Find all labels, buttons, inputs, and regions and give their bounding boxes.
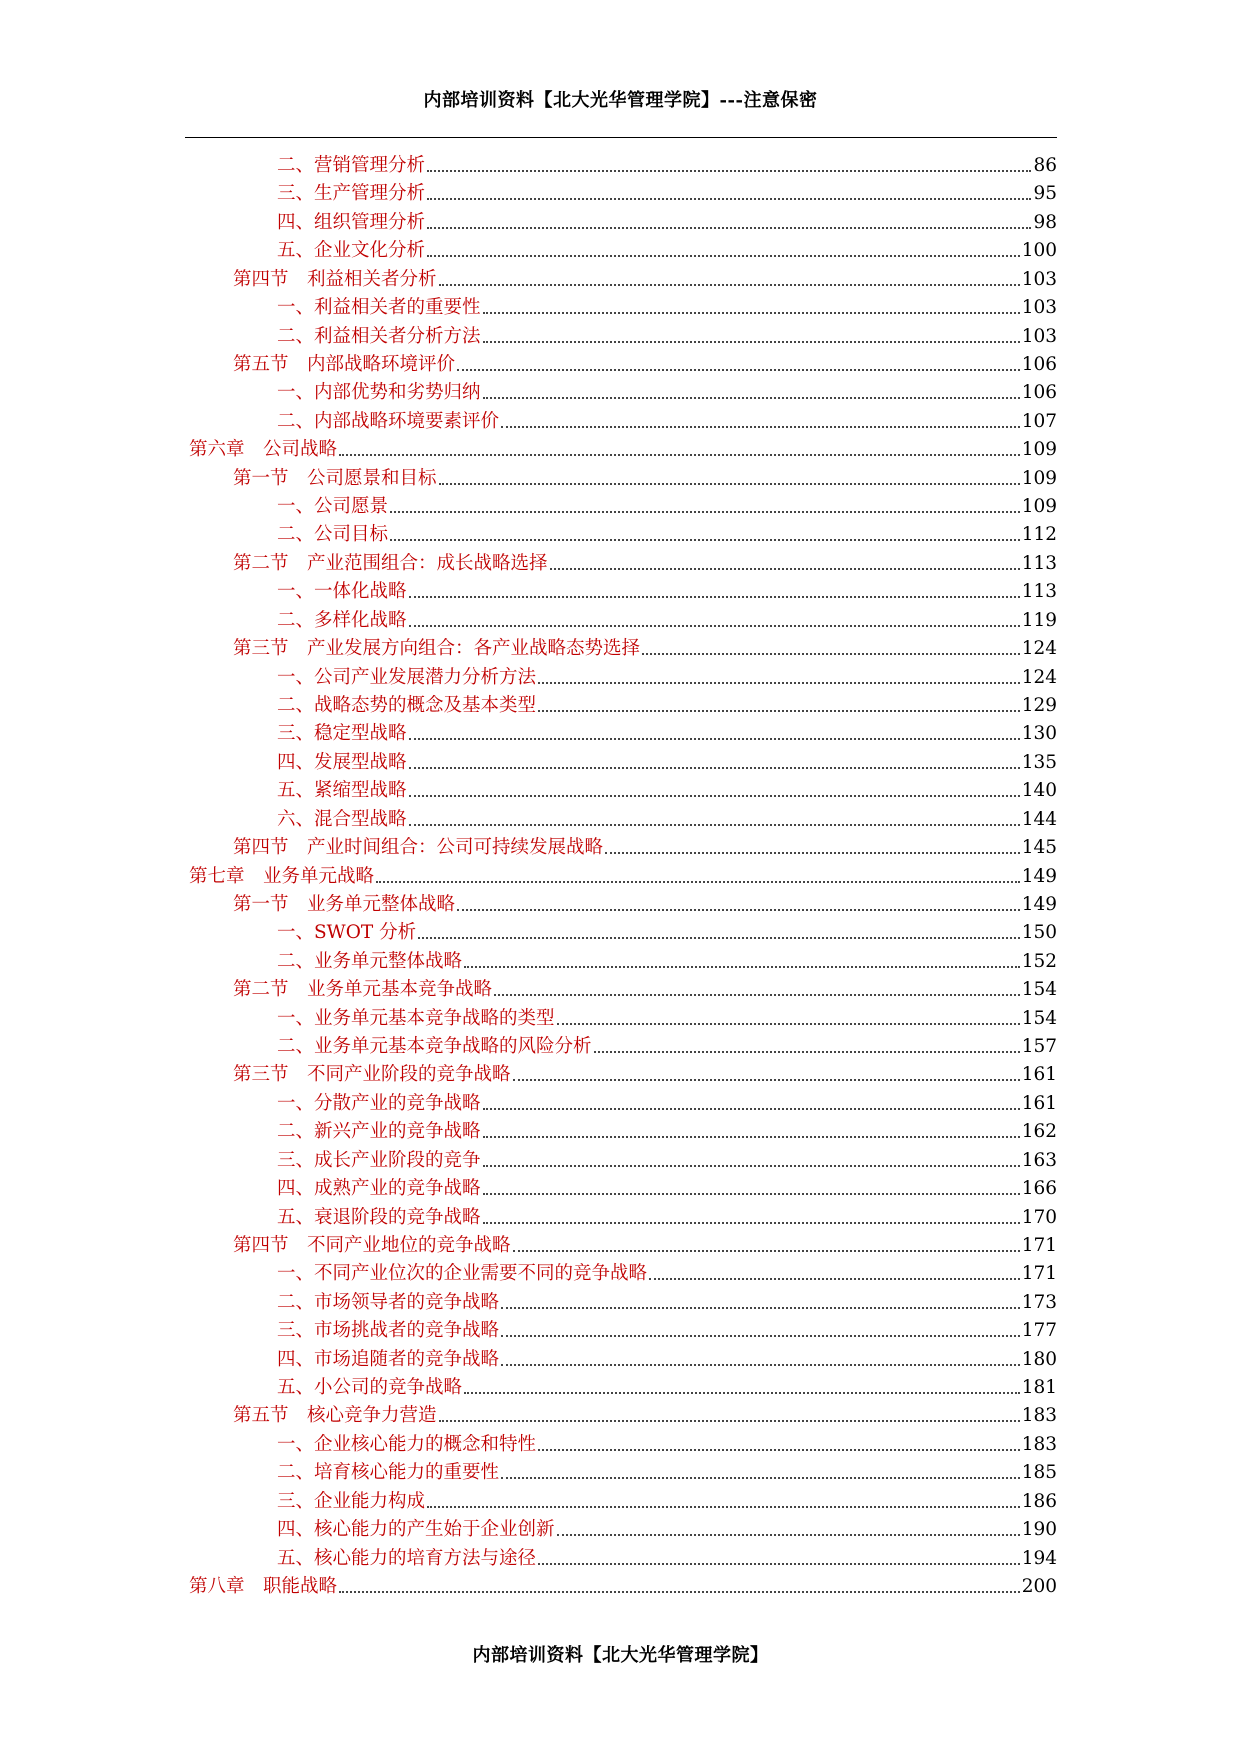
toc-entry-line <box>277 519 1057 547</box>
toc-leader-dots <box>418 937 1020 939</box>
toc-entry-page: 113 <box>1021 552 1057 574</box>
toc-entry-line <box>277 321 1057 349</box>
toc-entry-label: 五、紧缩型战略 <box>277 780 407 802</box>
toc-entry-page: 181 <box>1021 1377 1057 1399</box>
toc-leader-dots <box>409 795 1020 797</box>
toc-leader-dots <box>409 738 1020 740</box>
toc-entry[interactable] <box>0 1514 1241 1542</box>
toc-entry-label: 第三节 产业发展方向组合：各产业战略态势选择 <box>233 638 641 660</box>
toc-entry-line <box>277 1145 1057 1173</box>
toc-entry-line <box>277 1088 1057 1116</box>
toc-leader-dots <box>538 1563 1020 1565</box>
toc-entry-page: 95 <box>1033 183 1057 205</box>
toc-entry-label: 三、成长产业阶段的竞争 <box>277 1149 481 1171</box>
toc-entry-line <box>277 150 1057 178</box>
toc-entry[interactable] <box>0 1173 1241 1201</box>
toc-entry-label: 二、多样化战略 <box>277 609 407 631</box>
toc-entry-line <box>233 1059 1057 1087</box>
toc-entry-label: 第八章 职能战略 <box>189 1576 338 1597</box>
toc-entry-label: 三、稳定型战略 <box>277 723 407 745</box>
toc-entry-line <box>233 974 1057 1002</box>
toc-entry-page: 86 <box>1033 155 1057 176</box>
toc-leader-dots <box>439 284 1020 286</box>
toc-leader-dots <box>457 909 1020 911</box>
toc-entry-page: 135 <box>1021 751 1057 773</box>
toc-leader-dots <box>483 341 1020 343</box>
toc-entry-line <box>277 377 1057 405</box>
toc-leader-dots <box>649 1278 1020 1280</box>
toc-entry[interactable] <box>0 633 1241 661</box>
toc-entry-label: 第四节 不同产业地位的竞争战略 <box>233 1234 511 1256</box>
toc-leader-dots <box>483 1193 1020 1195</box>
toc-entry[interactable] <box>0 1543 1241 1571</box>
toc-entry-line <box>233 1400 1057 1428</box>
toc-entry-label: 第四节 产业时间组合：公司可持续发展战略 <box>233 837 604 859</box>
toc-entry-line <box>277 1116 1057 1144</box>
toc-entry-page: 103 <box>1021 325 1057 347</box>
toc-entry-line <box>277 235 1057 263</box>
toc-entry-page: 106 <box>1021 353 1057 375</box>
toc-entry-label: 一、企业核心能力的概念和特性 <box>277 1433 537 1455</box>
toc-leader-dots <box>557 1534 1020 1536</box>
toc-leader-dots <box>513 1079 1020 1081</box>
toc-entry-label: 四、核心能力的产生始于企业创新 <box>277 1519 555 1541</box>
toc-leader-dots <box>409 767 1020 769</box>
toc-leader-dots <box>501 426 1020 428</box>
toc-entry-page: 119 <box>1021 609 1057 631</box>
toc-leader-dots <box>390 539 1020 541</box>
toc-entry-line <box>277 1486 1057 1514</box>
toc-entry-page: 100 <box>1021 240 1057 262</box>
toc-entry-line <box>233 264 1057 292</box>
toc-entry-label: 四、发展型战略 <box>277 751 407 773</box>
toc-leader-dots <box>594 1051 1020 1053</box>
toc-entry-line <box>277 1173 1057 1201</box>
toc-entry-page: 103 <box>1021 268 1057 290</box>
toc-leader-dots <box>538 682 1020 684</box>
toc-entry-page: 154 <box>1021 1007 1057 1029</box>
toc-entry-label: 第二节 产业范围组合：成长战略选择 <box>233 552 548 574</box>
toc-entry-page: 129 <box>1021 694 1057 716</box>
toc-entry-line <box>277 662 1057 690</box>
toc-entry-page: 183 <box>1021 1405 1057 1427</box>
toc-entry-line <box>277 804 1057 832</box>
toc-entry[interactable] <box>0 889 1241 917</box>
toc-entry-line <box>277 1514 1057 1542</box>
toc-entry[interactable] <box>0 1287 1241 1315</box>
toc-entry[interactable] <box>0 1429 1241 1457</box>
toc-entry-line <box>277 1543 1057 1571</box>
toc-entry-line <box>233 463 1057 491</box>
toc-leader-dots <box>642 653 1020 655</box>
toc-leader-dots <box>464 966 1020 968</box>
toc-leader-dots <box>409 625 1020 627</box>
toc-entry[interactable] <box>0 1457 1241 1485</box>
toc-entry-page: 200 <box>1021 1576 1057 1597</box>
toc-entry-line <box>277 1202 1057 1230</box>
toc-entry-page: 149 <box>1021 893 1057 915</box>
toc-entry-page: 149 <box>1021 865 1057 887</box>
toc-entry[interactable] <box>0 434 1241 462</box>
toc-entry-label: 一、一体化战略 <box>277 581 407 603</box>
toc-entry-label: 一、不同产业位次的企业需要不同的竞争战略 <box>277 1263 648 1285</box>
toc-entry[interactable] <box>0 548 1241 576</box>
toc-entry-page: 140 <box>1021 780 1057 802</box>
toc-entry[interactable] <box>0 1059 1241 1087</box>
toc-entry[interactable] <box>0 406 1241 434</box>
toc-entry[interactable] <box>0 1116 1241 1144</box>
toc-entry[interactable] <box>0 775 1241 803</box>
toc-entry[interactable] <box>0 235 1241 263</box>
toc-entry-line <box>277 491 1057 519</box>
toc-entry[interactable] <box>0 264 1241 292</box>
toc-entry[interactable] <box>0 1145 1241 1173</box>
toc-entry-page: 163 <box>1021 1149 1057 1171</box>
toc-leader-dots <box>605 852 1020 854</box>
toc-entry-page: 157 <box>1021 1036 1057 1058</box>
toc-entry-line <box>277 292 1057 320</box>
toc-entry[interactable] <box>0 1031 1241 1059</box>
toc-entry-label: 四、成熟产业的竞争战略 <box>277 1178 481 1200</box>
toc-entry[interactable] <box>0 463 1241 491</box>
toc-entry-line <box>277 576 1057 604</box>
toc-entry[interactable] <box>0 605 1241 633</box>
toc-entry-label: 二、公司目标 <box>277 524 389 546</box>
toc-entry[interactable] <box>0 321 1241 349</box>
toc-entry-label: 三、生产管理分析 <box>277 183 426 205</box>
toc-entry-line <box>233 832 1057 860</box>
toc-leader-dots <box>501 1477 1020 1479</box>
toc-entry[interactable] <box>0 747 1241 775</box>
toc-entry-label: 第五节 核心竞争力营造 <box>233 1405 437 1427</box>
toc-entry-page: 183 <box>1021 1433 1057 1455</box>
toc-entry-label: 第七章 业务单元战略 <box>189 865 375 887</box>
toc-entry-label: 二、业务单元整体战略 <box>277 950 463 972</box>
toc-entry-label: 一、公司产业发展潜力分析方法 <box>277 666 537 688</box>
toc-entry-line <box>277 946 1057 974</box>
toc-entry-line <box>277 1003 1057 1031</box>
toc-entry-line <box>277 747 1057 775</box>
toc-leader-dots <box>390 511 1020 513</box>
toc-leader-dots <box>483 1136 1020 1138</box>
toc-entry-page: 161 <box>1021 1064 1057 1086</box>
toc-leader-dots <box>339 1591 1020 1593</box>
toc-entry-page: 173 <box>1021 1291 1057 1313</box>
toc-entry-label: 五、核心能力的培育方法与途径 <box>277 1547 537 1569</box>
toc-leader-dots <box>427 198 1031 200</box>
toc-entry[interactable] <box>0 917 1241 945</box>
toc-entry-page: 124 <box>1021 666 1057 688</box>
toc-entry-page: 109 <box>1021 496 1057 518</box>
toc-leader-dots <box>483 1222 1020 1224</box>
toc-entry-page: 103 <box>1021 297 1057 319</box>
toc-entry-label: 二、战略态势的概念及基本类型 <box>277 694 537 716</box>
toc-leader-dots <box>557 1023 1020 1025</box>
toc-entry[interactable] <box>0 1486 1241 1514</box>
toc-entry-label: 六、混合型战略 <box>277 808 407 830</box>
toc-entry[interactable] <box>0 207 1241 235</box>
toc-entry[interactable] <box>0 1230 1241 1258</box>
toc-leader-dots <box>538 710 1020 712</box>
toc-entry-page: 154 <box>1021 979 1057 1001</box>
toc-entry-page: 177 <box>1021 1320 1057 1342</box>
toc-entry-label: 二、内部战略环境要素评价 <box>277 410 500 432</box>
toc-entry-label: 四、市场追随者的竞争战略 <box>277 1348 500 1370</box>
toc-entry[interactable] <box>0 519 1241 547</box>
toc-entry-line <box>277 207 1057 235</box>
toc-entry-line <box>233 889 1057 917</box>
toc-entry[interactable] <box>0 690 1241 718</box>
toc-entry[interactable] <box>0 804 1241 832</box>
toc-leader-dots <box>464 1392 1020 1394</box>
toc-entry-line <box>277 406 1057 434</box>
toc-leader-dots <box>427 255 1020 257</box>
toc-entry-line <box>277 917 1057 945</box>
toc-entry-label: 一、SWOT 分析 <box>277 922 417 944</box>
toc-leader-dots <box>483 312 1020 314</box>
toc-entry-label: 一、业务单元基本竞争战略的类型 <box>277 1007 555 1029</box>
toc-entry-line <box>277 1287 1057 1315</box>
toc-entry[interactable] <box>0 861 1241 889</box>
toc-entry-label: 五、企业文化分析 <box>277 240 426 262</box>
toc-entry-label: 第六章 公司战略 <box>189 439 338 461</box>
toc-leader-dots <box>376 881 1020 883</box>
toc-entry[interactable] <box>0 1372 1241 1400</box>
page-header: 内部培训资料【北大光华管理学院】---注意保密 <box>423 90 818 111</box>
toc-leader-dots <box>439 1420 1020 1422</box>
toc-entry-line <box>277 690 1057 718</box>
toc-entry[interactable] <box>0 292 1241 320</box>
toc-entry-page: 180 <box>1021 1348 1057 1370</box>
page-footer: 内部培训资料【北大光华管理学院】 <box>472 1645 769 1666</box>
toc-entry[interactable] <box>0 1571 1241 1599</box>
toc-entry-page: 170 <box>1021 1206 1057 1228</box>
toc-entry-page: 113 <box>1021 581 1057 603</box>
toc-entry[interactable] <box>0 377 1241 405</box>
toc-entry[interactable] <box>0 150 1241 178</box>
toc-leader-dots <box>409 824 1020 826</box>
toc-entry[interactable] <box>0 1003 1241 1031</box>
toc-entry-line <box>233 1230 1057 1258</box>
toc-entry-page: 130 <box>1021 723 1057 745</box>
toc-leader-dots <box>427 1506 1020 1508</box>
toc-entry-line <box>189 1571 1057 1599</box>
toc-leader-dots <box>457 369 1020 371</box>
toc-leader-dots <box>339 454 1020 456</box>
toc-entry-page: 106 <box>1021 382 1057 404</box>
toc-entry-page: 112 <box>1021 524 1057 546</box>
toc-entry-line <box>277 1457 1057 1485</box>
toc-leader-dots <box>550 568 1020 570</box>
toc-entry-line <box>233 349 1057 377</box>
toc-entry-label: 二、新兴产业的竞争战略 <box>277 1121 481 1143</box>
toc-entry-page: 166 <box>1021 1178 1057 1200</box>
toc-entry-line <box>277 775 1057 803</box>
toc-entry-page: 98 <box>1033 211 1057 233</box>
toc-entry-line <box>277 1315 1057 1343</box>
toc-entry[interactable] <box>0 1258 1241 1286</box>
toc-entry-page: 161 <box>1021 1092 1057 1114</box>
toc-entry-label: 一、公司愿景 <box>277 496 389 518</box>
toc-entry[interactable] <box>0 1315 1241 1343</box>
toc-entry-label: 二、业务单元基本竞争战略的风险分析 <box>277 1036 592 1058</box>
toc-entry-line <box>277 1372 1057 1400</box>
toc-entry-page: 109 <box>1021 439 1057 461</box>
toc-entry[interactable] <box>0 718 1241 746</box>
toc-entry-line <box>233 548 1057 576</box>
toc-entry-label: 第二节 业务单元基本竞争战略 <box>233 979 493 1001</box>
toc-entry-line <box>277 1429 1057 1457</box>
toc-entry[interactable] <box>0 178 1241 206</box>
toc-entry-label: 一、利益相关者的重要性 <box>277 297 481 319</box>
toc-entry[interactable] <box>0 576 1241 604</box>
toc-entry-line <box>277 1344 1057 1372</box>
toc-leader-dots <box>483 1165 1020 1167</box>
header-rule <box>185 137 1057 138</box>
toc-entry-page: 162 <box>1021 1121 1057 1143</box>
toc-entry-label: 第三节 不同产业阶段的竞争战略 <box>233 1064 511 1086</box>
toc-entry-page: 186 <box>1021 1490 1057 1512</box>
toc-entry-label: 一、分散产业的竞争战略 <box>277 1092 481 1114</box>
toc-entry-page: 107 <box>1021 410 1057 432</box>
toc-entry-label: 二、市场领导者的竞争战略 <box>277 1291 500 1313</box>
toc-entry-page: 185 <box>1021 1462 1057 1484</box>
toc-entry-label: 第一节 业务单元整体战略 <box>233 893 456 915</box>
toc-entry-page: 109 <box>1021 467 1057 489</box>
toc-entry-label: 二、培育核心能力的重要性 <box>277 1462 500 1484</box>
toc-entry-label: 三、市场挑战者的竞争战略 <box>277 1320 500 1342</box>
toc-leader-dots <box>501 1335 1020 1337</box>
toc-entry-line <box>233 633 1057 661</box>
toc-entry-label: 二、利益相关者分析方法 <box>277 325 481 347</box>
toc-entry[interactable] <box>0 349 1241 377</box>
toc-entry-page: 150 <box>1021 922 1057 944</box>
toc-entry[interactable] <box>0 1088 1241 1116</box>
toc-leader-dots <box>427 170 1031 172</box>
toc-entry-label: 四、组织管理分析 <box>277 211 426 233</box>
toc-entry-page: 152 <box>1021 950 1057 972</box>
toc-entry-label: 五、小公司的竞争战略 <box>277 1377 463 1399</box>
toc-entry-line <box>277 605 1057 633</box>
toc-entry[interactable] <box>0 1202 1241 1230</box>
toc-entry-label: 二、营销管理分析 <box>277 155 426 176</box>
toc-entry-label: 三、企业能力构成 <box>277 1490 426 1512</box>
toc-entry-page: 190 <box>1021 1519 1057 1541</box>
toc-leader-dots <box>494 994 1020 996</box>
toc-entry[interactable] <box>0 491 1241 519</box>
toc-entry-label: 第五节 内部战略环境评价 <box>233 353 456 375</box>
toc-entry-line <box>277 1258 1057 1286</box>
toc-entry-page: 194 <box>1021 1547 1057 1569</box>
toc-leader-dots <box>427 227 1031 229</box>
toc-entry-label: 五、衰退阶段的竞争战略 <box>277 1206 481 1228</box>
toc-entry-label: 第一节 公司愿景和目标 <box>233 467 437 489</box>
toc-entry-page: 124 <box>1021 638 1057 660</box>
toc-leader-dots <box>439 483 1020 485</box>
toc-entry-page: 144 <box>1021 808 1057 830</box>
toc-entry-page: 171 <box>1021 1263 1057 1285</box>
toc-entry-page: 145 <box>1021 837 1057 859</box>
toc-entry-page: 171 <box>1021 1234 1057 1256</box>
toc-leader-dots <box>501 1307 1020 1309</box>
toc-leader-dots <box>513 1250 1020 1252</box>
toc-entry-label: 一、内部优势和劣势归纳 <box>277 382 481 404</box>
toc-entry[interactable] <box>0 974 1241 1002</box>
toc-entry-label: 第四节 利益相关者分析 <box>233 268 437 290</box>
toc-leader-dots <box>483 1108 1020 1110</box>
toc-entry-line <box>189 434 1057 462</box>
toc-leader-dots <box>483 397 1020 399</box>
toc-entry-line <box>277 178 1057 206</box>
toc-leader-dots <box>409 596 1020 598</box>
toc-entry-line <box>277 1031 1057 1059</box>
toc-entry[interactable] <box>0 1400 1241 1428</box>
toc-entry[interactable] <box>0 832 1241 860</box>
toc-leader-dots <box>538 1449 1020 1451</box>
toc-entry-line <box>277 718 1057 746</box>
toc-entry[interactable] <box>0 662 1241 690</box>
toc-entry[interactable] <box>0 946 1241 974</box>
toc-entry[interactable] <box>0 1344 1241 1372</box>
toc-leader-dots <box>501 1364 1020 1366</box>
toc-entry-line <box>189 861 1057 889</box>
